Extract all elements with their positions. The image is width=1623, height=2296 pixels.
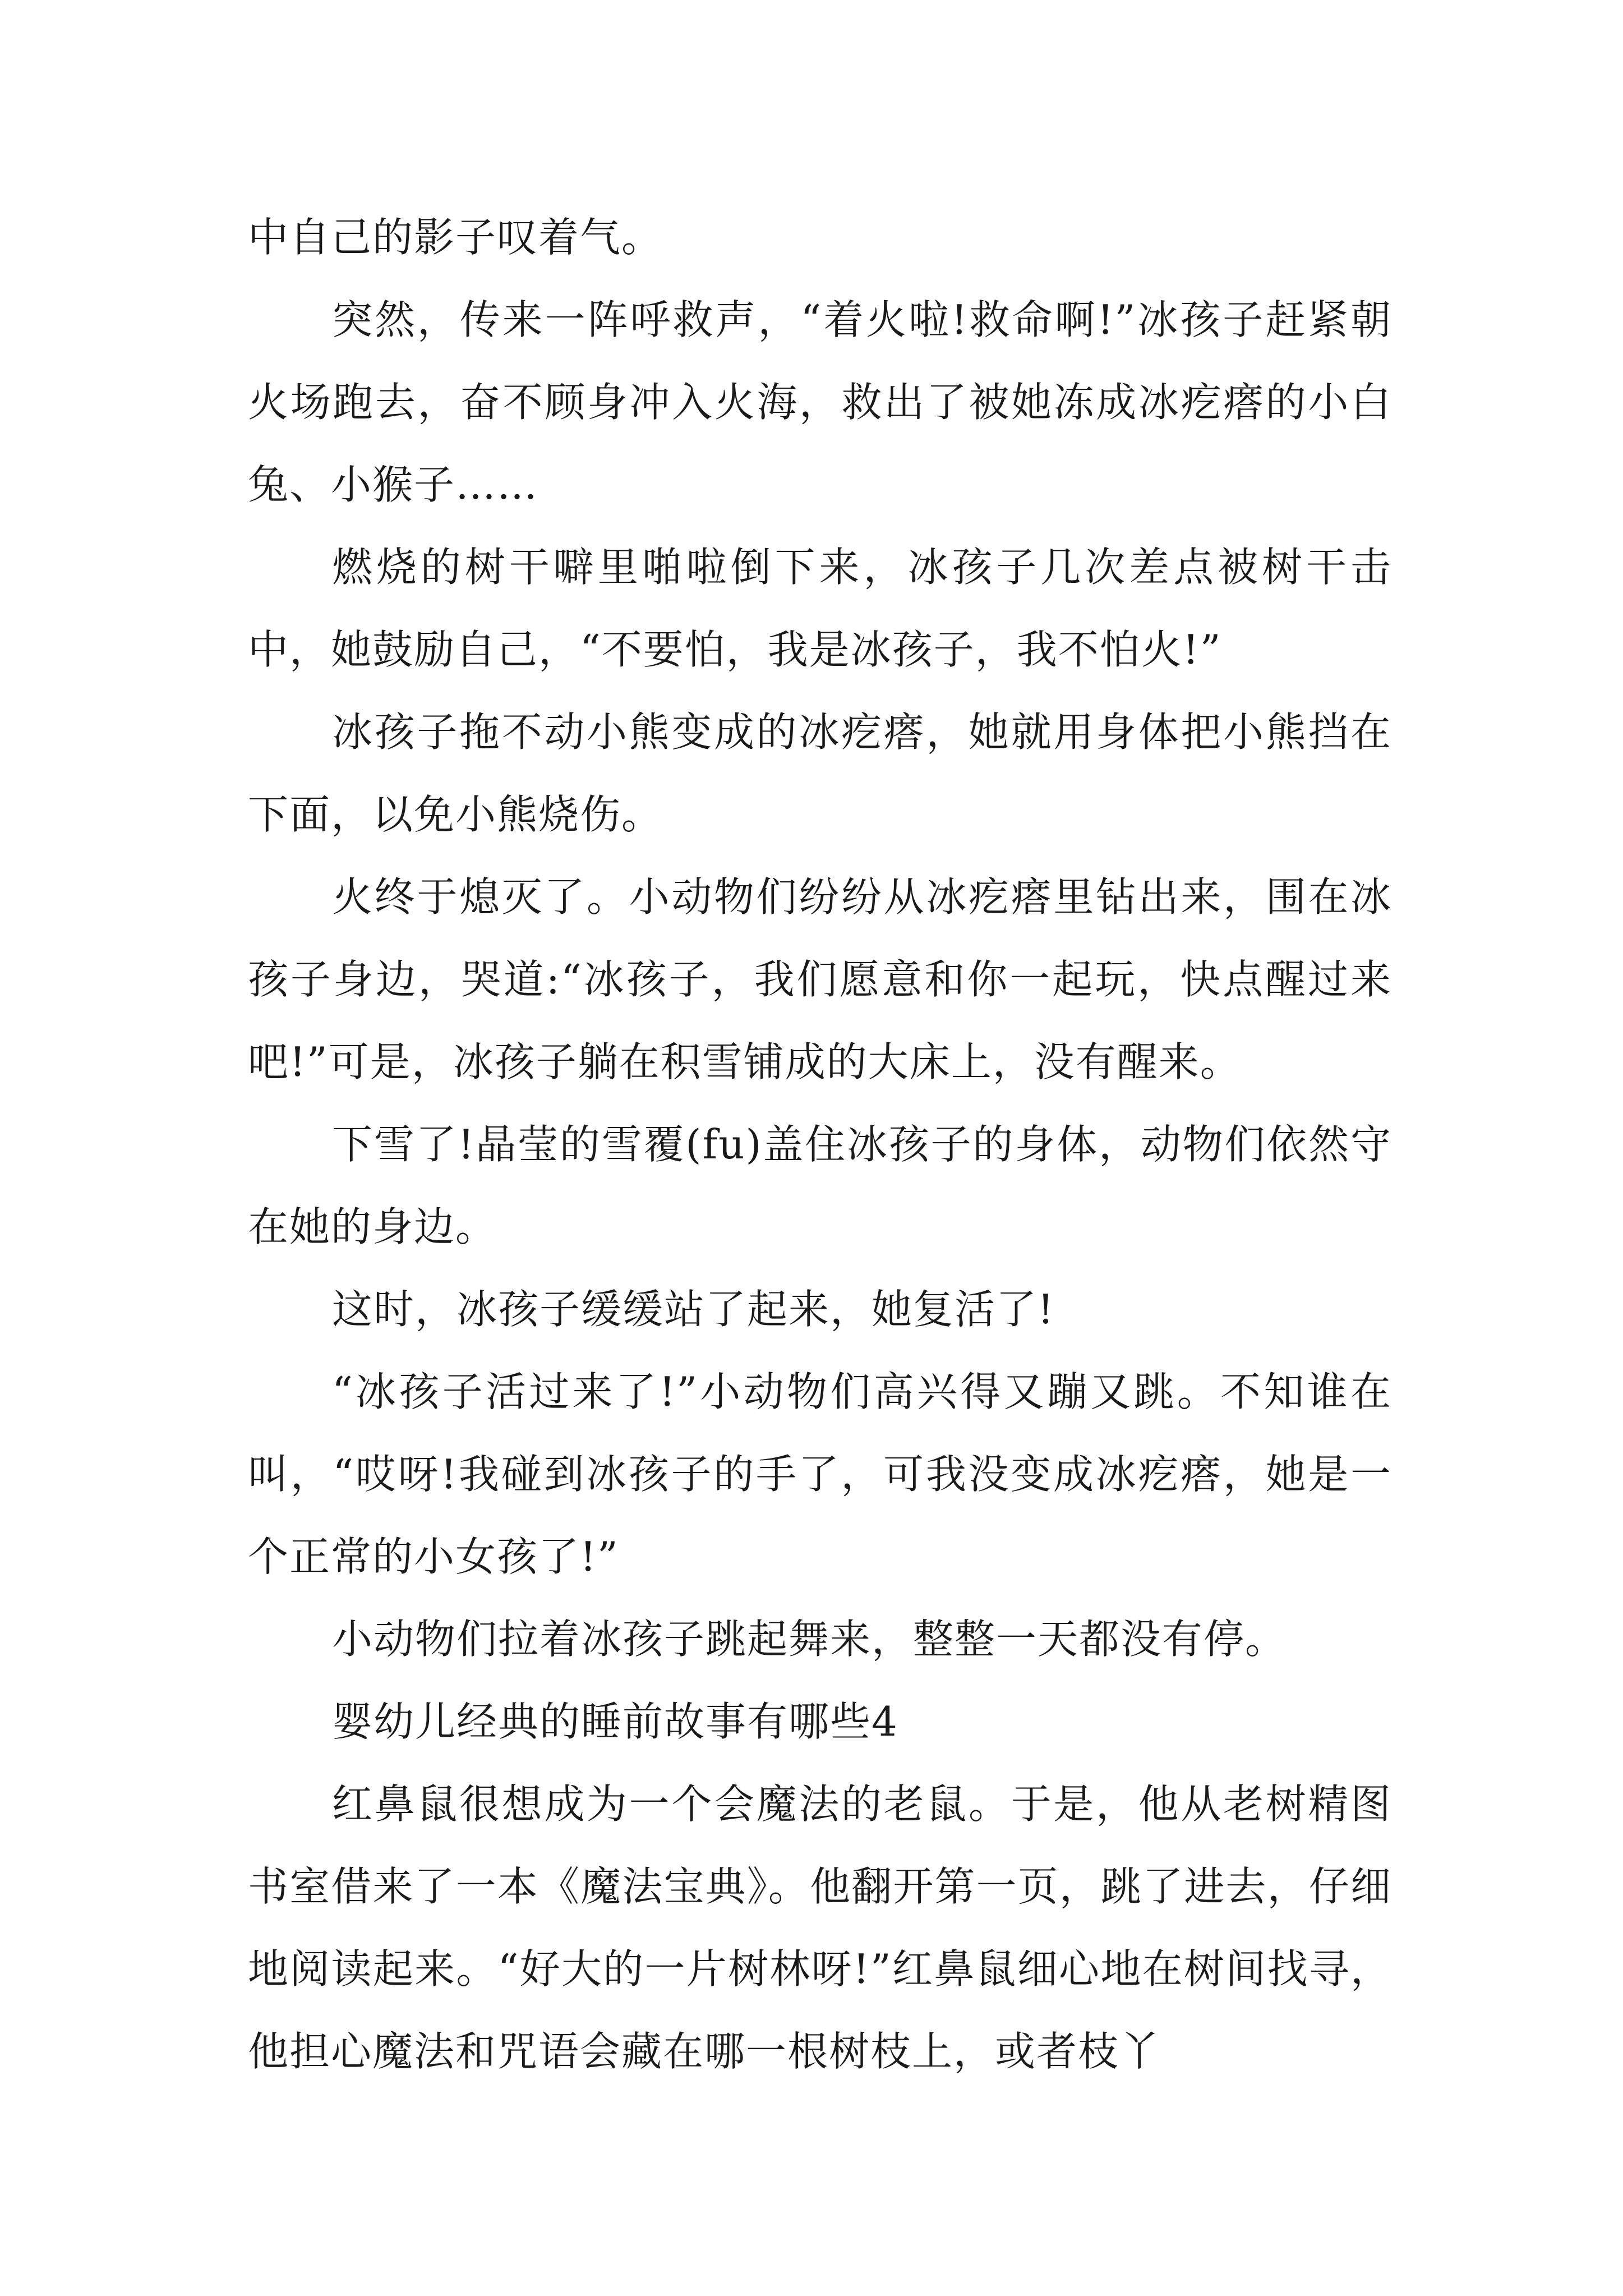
- paragraph: 这时，冰孩子缓缓站了起来，她复活了!: [332, 1286, 1055, 1333]
- paragraph: 中自己的影子叹着气。: [248, 214, 663, 261]
- paragraph: 火终于熄灭了。小动物们纷纷从冰疙瘩里钻出来，围在冰孩子身边，哭道:“冰孩子，我们愿意和你一起玩，快点醒过来吧!”可是，冰孩子躺在积雪铺成的大床上，没有醒来。: [248, 873, 1392, 1085]
- paragraph: “冰孩子活过来了!”小动物们高兴得又蹦又跳。不知谁在叫，“哎呀!我碰到冰孩子的手了，可我没变成冰疙瘩，她是一个正常的小女孩了!”: [248, 1368, 1392, 1580]
- paragraph: 突然，传来一阵呼救声，“着火啦!救命啊!”冰孩子赶紧朝火场跑去，奋不顾身冲入火海，救出了被她冻成冰疙瘩的小白兔、小猴子……: [248, 296, 1392, 508]
- document-body: [248, 196, 1392, 2093]
- section-heading: 婴幼儿经典的睡前故事有哪些4: [332, 1698, 898, 1745]
- paragraph: 燃烧的树干噼里啪啦倒下来，冰孩子几次差点被树干击中，她鼓励自己，“不要怕，我是冰孩子，我不怕火!”: [248, 544, 1392, 673]
- paragraph: 下雪了!晶莹的雪覆(fu)盖住冰孩子的身体，动物们依然守在她的身边。: [248, 1121, 1392, 1250]
- paragraph: 小动物们拉着冰孩子跳起舞来，整整一天都没有停。: [332, 1616, 1287, 1663]
- paragraph: 红鼻鼠很想成为一个会魔法的老鼠。于是，他从老树精图书室借来了一本《魔法宝典》。他翻开第一页，跳了进去，仔细地阅读起来。“好大的一片树林呀!”红鼻鼠细心地在树间找寻，他担心魔法和咒语会藏在哪一根树枝上，或者枝丫: [248, 1780, 1392, 2075]
- paragraph: 冰孩子拖不动小熊变成的冰疙瘩，她就用身体把小熊挡在下面，以免小熊烧伤。: [248, 708, 1392, 838]
